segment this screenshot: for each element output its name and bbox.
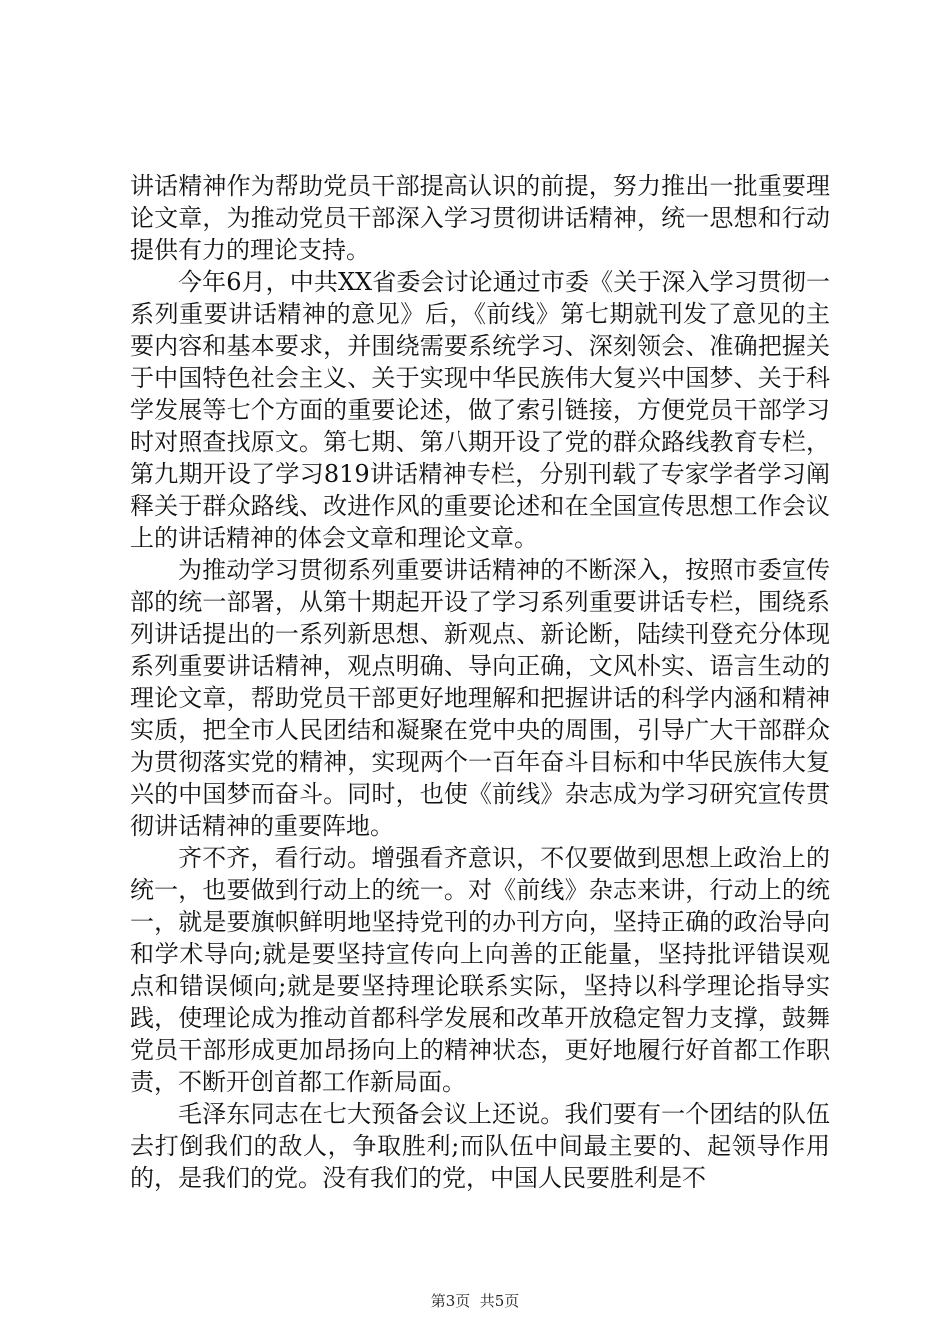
paragraph: 齐不齐，看行动。增强看齐意识，不仅要做到思想上政治上的统一，也要做到行动上的统一。对《前线》杂志来讲，行动上的统一，就是要旗帜鲜明地坚持党刊的办刊方向，坚持正确的政治导向和学术导向;就是要坚持宣传向上向善的正能量，坚持批评错误观点和错误倾向;就是要坚持理论联系实际，坚持以科学理论指导实践，使理论成为推动首都科学发展和改革开放稳定智力支撑，鼓舞党员干部形成更加昂扬向上的精神状态，更好地履行好首都工作职责，不断开创首都工作新局面。 (130, 844, 830, 1096)
page-number-footer: 第3页 共5页 (430, 1292, 520, 1310)
paragraph: 毛泽东同志在七大预备会议上还说。我们要有一个团结的队伍去打倒我们的敌人，争取胜利;而队伍中间最主要的、起领导作用的，是我们的党。没有我们的党，中国人民要胜利是不 (130, 1100, 830, 1192)
document-body (130, 170, 830, 1194)
paragraph: 今年6月，中共XX省委会讨论通过市委《关于深入学习贯彻一系列重要讲话精神的意见》后，《前线》第七期就刊发了意见的主要内容和基本要求，并围绕需要系统学习、深刻领会、准确把握关于中国特色社会主义、关于实现中华民族伟大复兴中国梦、关于科学发展等七个方面的重要论述，做了索引链接，方便党员干部学习时对照查找原文。第七期、第八期开设了党的群众路线教育专栏，第九期开设了学习819讲话精神专栏，分别刊载了专家学者学习阐释关于群众路线、改进作风的重要论述和在全国宣传思想工作会议上的讲话精神的体会文章和理论文章。 (130, 268, 830, 552)
paragraph-continuation: 讲话精神作为帮助党员干部提高认识的前提，努力推出一批重要理论文章，为推动党员干部深入学习贯彻讲话精神，统一思想和行动提供有力的理论支持。 (130, 172, 830, 264)
paragraph: 为推动学习贯彻系列重要讲话精神的不断深入，按照市委宣传部的统一部署，从第十期起开设了学习系列重要讲话专栏，围绕系列讲话提出的一系列新思想、新观点、新论断，陆续刊登充分体现系列重要讲话精神，观点明确、导向正确，文风朴实、语言生动的理论文章，帮助党员干部更好地理解和把握讲话的科学内涵和精神实质，把全市人民团结和凝聚在党中央的周围，引导广大干部群众为贯彻落实党的精神，实现两个一百年奋斗目标和中华民族伟大复兴的中国梦而奋斗。同时，也使《前线》杂志成为学习研究宣传贯彻讲话精神的重要阵地。 (130, 556, 830, 840)
